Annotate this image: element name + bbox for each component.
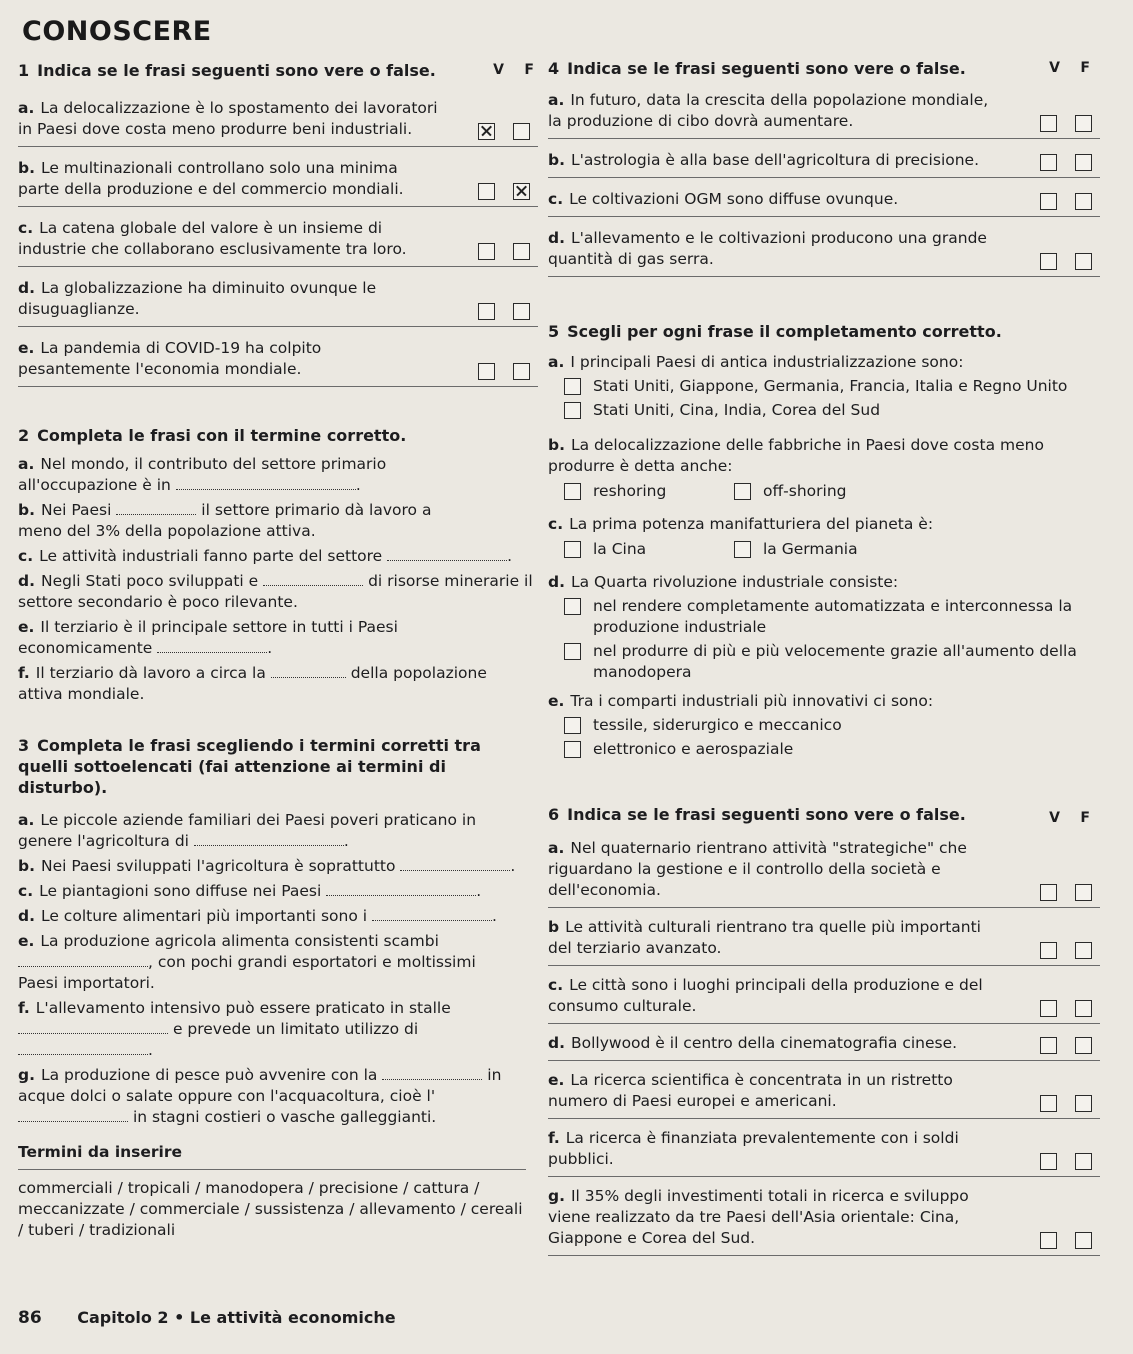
exercise-2-title: 2 Completa le frasi con il termine corretto. bbox=[18, 426, 407, 445]
option[interactable]: la Cina bbox=[564, 539, 694, 560]
blank-input[interactable] bbox=[382, 1065, 482, 1080]
checkbox-true[interactable] bbox=[1040, 1095, 1057, 1112]
checkbox[interactable] bbox=[564, 541, 581, 558]
ex4-item-c: c. Le coltivazioni OGM sono diffuse ovunque. bbox=[548, 186, 1100, 217]
option[interactable]: elettronico e aerospaziale bbox=[564, 739, 1100, 760]
ex2-item-b: b. Nei Paesi il settore primario dà lavoro a meno del 3% della popolazione attiva. bbox=[18, 501, 432, 540]
ex2-item-e: e. Il terziario è il principale settore in tutti i Paesi economicamente . bbox=[18, 618, 398, 657]
ex5-item-d: d. La Quarta rivoluzione industriale consiste: nel rendere completamente automatizzata e interconnessa la produzione industriale nel produrre di più e più velocemente grazie all'aumento della manodopera bbox=[548, 572, 1100, 683]
option[interactable]: la Germania bbox=[734, 539, 858, 560]
checkbox-true[interactable] bbox=[478, 123, 495, 140]
terms-list: commerciali / tropicali / manodopera / precisione / cattura / meccanizzate / commerciale / sussistenza / allevamento / cereali / tuberi / tradizionali bbox=[18, 1179, 523, 1239]
checkbox-false[interactable] bbox=[1075, 1153, 1092, 1170]
exercise-6 bbox=[548, 804, 1100, 1256]
true-header: V bbox=[493, 62, 504, 78]
checkbox[interactable] bbox=[734, 483, 751, 500]
false-header: F bbox=[1080, 810, 1090, 826]
checkbox-true[interactable] bbox=[1040, 1153, 1057, 1170]
chapter-title: Capitolo 2 • Le attività economiche bbox=[77, 1308, 396, 1327]
ex3-item-a: a. Le piccole aziende familiari dei Paesi poveri praticano in genere l'agricoltura di . bbox=[18, 811, 477, 850]
ex6-item-a: a. Nel quaternario rientrano attività "strategiche" che riguardano la gestione e il controllo della società e dell'economia. bbox=[548, 835, 1100, 908]
ex2-item-f: f. Il terziario dà lavoro a circa la della popolazione attiva mondiale. bbox=[18, 664, 487, 703]
ex3-item-f: f. L'allevamento intensivo può essere praticato in stalle e prevede un limitato utilizzo di . bbox=[18, 999, 451, 1059]
checkbox-false[interactable] bbox=[1075, 1000, 1092, 1017]
checkbox[interactable] bbox=[564, 741, 581, 758]
right-column bbox=[548, 50, 1100, 1256]
checkbox-true[interactable] bbox=[1040, 1000, 1057, 1017]
blank-input[interactable] bbox=[400, 856, 510, 871]
checkbox[interactable] bbox=[564, 643, 581, 660]
checkbox-false[interactable] bbox=[513, 363, 530, 380]
ex6-item-c: c. Le città sono i luoghi principali della produzione e del consumo culturale. bbox=[548, 972, 1100, 1024]
exercise-4 bbox=[548, 58, 1100, 277]
ex5-item-b: b. La delocalizzazione delle fabbriche in Paesi dove costa meno produrre è detta anche: reshoring off-shoring bbox=[548, 436, 1044, 500]
blank-input[interactable] bbox=[18, 1040, 148, 1055]
ex1-item-d: d. La globalizzazione ha diminuito ovunque le disuguaglianze. bbox=[18, 275, 538, 327]
blank-input[interactable] bbox=[157, 638, 267, 653]
checkbox-false[interactable] bbox=[1075, 1232, 1092, 1249]
blank-input[interactable] bbox=[387, 546, 507, 561]
checkbox-false[interactable] bbox=[1075, 193, 1092, 210]
checkbox-true[interactable] bbox=[1040, 942, 1057, 959]
blank-input[interactable] bbox=[263, 571, 363, 586]
blank-input[interactable] bbox=[18, 1019, 168, 1034]
page-number: 86 bbox=[18, 1308, 42, 1328]
blank-input[interactable] bbox=[194, 831, 344, 846]
checkbox-false[interactable] bbox=[513, 123, 530, 140]
ex6-item-f: f. La ricerca è finanziata prevalentemente con i soldi pubblici. bbox=[548, 1125, 1100, 1177]
option[interactable]: nel rendere completamente automatizzata e interconnessa la produzione industriale bbox=[564, 596, 1100, 638]
checkbox[interactable] bbox=[564, 402, 581, 419]
blank-input[interactable] bbox=[372, 906, 492, 921]
option[interactable]: Stati Uniti, Giappone, Germania, Francia, Italia e Regno Unito bbox=[564, 376, 1100, 397]
exercise-1-title: 1 Indica se le frasi seguenti sono vere o false. bbox=[18, 61, 436, 80]
page-footer bbox=[18, 1308, 396, 1328]
ex1-item-c: c. La catena globale del valore è un insieme di industrie che collaborano esclusivamente tra loro. bbox=[18, 215, 538, 267]
blank-input[interactable] bbox=[18, 1107, 128, 1122]
ex2-item-a: a. Nel mondo, il contributo del settore primario all'occupazione è in . bbox=[18, 455, 387, 494]
exercise-3 bbox=[18, 735, 523, 1241]
checkbox-false[interactable] bbox=[1075, 253, 1092, 270]
exercise-5-title: 5 Scegli per ogni frase il completamento corretto. bbox=[548, 322, 1002, 341]
ex5-item-a: a. I principali Paesi di antica industrializzazione sono: Stati Uniti, Giappone, Germania, Francia, Italia e Regno Unito Stati Uniti, Cina, India, Corea del Sud bbox=[548, 352, 1100, 421]
ex3-item-g: g. La produzione di pesce può avvenire con la in acque dolci o salate oppure con l'acquacoltura, cioè l' in stagni costieri o vasche galleggianti. bbox=[18, 1066, 502, 1126]
checkbox-true[interactable] bbox=[1040, 884, 1057, 901]
checkbox-true[interactable] bbox=[1040, 115, 1057, 132]
checkbox-true[interactable] bbox=[478, 243, 495, 260]
page-title: CONOSCERE bbox=[22, 16, 212, 47]
ex1-item-e: e. La pandemia di COVID-19 ha colpito pesantemente l'economia mondiale. bbox=[18, 335, 538, 387]
exercise-4-title: 4 Indica se le frasi seguenti sono vere o false. bbox=[548, 59, 966, 78]
ex5-item-c: c. La prima potenza manifatturiera del pianeta è: la Cina la Germania bbox=[548, 515, 934, 558]
checkbox-false[interactable] bbox=[513, 303, 530, 320]
option[interactable]: reshoring bbox=[564, 481, 694, 502]
checkbox-false[interactable] bbox=[1075, 115, 1092, 132]
checkbox[interactable] bbox=[564, 378, 581, 395]
exercise-3-title: 3 Completa le frasi scegliendo i termini corretti tra quelli sottoelencati (fai attenzione ai termini di disturbo). bbox=[18, 736, 481, 797]
checkbox-false[interactable] bbox=[513, 183, 530, 200]
exercise-1 bbox=[18, 60, 538, 387]
ex4-item-a: a. In futuro, data la crescita della popolazione mondiale, la produzione di cibo dovrà aumentare. bbox=[548, 87, 1100, 139]
checkbox-true[interactable] bbox=[1040, 154, 1057, 171]
ex6-item-e: e. La ricerca scientifica è concentrata in un ristretto numero di Paesi europei e americani. bbox=[548, 1067, 1100, 1119]
checkbox-false[interactable] bbox=[1075, 154, 1092, 171]
ex1-item-b: b. Le multinazionali controllano solo una minima parte della produzione e del commercio mondiali. bbox=[18, 155, 538, 207]
option[interactable]: nel produrre di più e più velocemente grazie all'aumento della manodopera bbox=[564, 641, 1100, 683]
checkbox-true[interactable] bbox=[478, 183, 495, 200]
checkbox-true[interactable] bbox=[1040, 1232, 1057, 1249]
checkbox[interactable] bbox=[734, 541, 751, 558]
ex5-item-e: e. Tra i comparti industriali più innovativi ci sono: tessile, siderurgico e meccanico elettronico e aerospaziale bbox=[548, 691, 1100, 760]
true-header: V bbox=[1049, 810, 1060, 826]
ex4-item-b: b. L'astrologia è alla base dell'agricoltura di precisione. bbox=[548, 147, 1100, 178]
option[interactable]: Stati Uniti, Cina, India, Corea del Sud bbox=[564, 400, 1100, 421]
checkbox-false[interactable] bbox=[1075, 884, 1092, 901]
ex3-item-c: c. Le piantagioni sono diffuse nei Paesi . bbox=[18, 882, 482, 900]
ex3-item-b: b. Nei Paesi sviluppati l'agricoltura è soprattutto . bbox=[18, 857, 516, 875]
blank-input[interactable] bbox=[271, 663, 346, 678]
blank-input[interactable] bbox=[116, 500, 196, 515]
true-header: V bbox=[1049, 60, 1060, 76]
checkbox-false[interactable] bbox=[1075, 1095, 1092, 1112]
checkbox-true[interactable] bbox=[478, 303, 495, 320]
false-header: F bbox=[524, 62, 534, 78]
blank-input[interactable] bbox=[18, 952, 148, 967]
ex1-item-a: a. La delocalizzazione è lo spostamento dei lavoratori in Paesi dove costa meno produrre beni industriali. bbox=[18, 95, 538, 147]
checkbox-false[interactable] bbox=[513, 243, 530, 260]
ex3-item-d: d. Le colture alimentari più importanti sono i . bbox=[18, 907, 497, 925]
checkbox-true[interactable] bbox=[1040, 1037, 1057, 1054]
ex6-item-b: b Le attività culturali rientrano tra quelle più importanti del terziario avanzato. bbox=[548, 914, 1100, 966]
checkbox-true[interactable] bbox=[1040, 193, 1057, 210]
checkbox[interactable] bbox=[564, 598, 581, 615]
ex6-item-g: g. Il 35% degli investimenti totali in ricerca e sviluppo viene realizzato da tre Paesi dell'Asia orientale: Cina, Giappone e Corea del Sud. bbox=[548, 1183, 1100, 1256]
exercise-6-title: 6 Indica se le frasi seguenti sono vere o false. bbox=[548, 805, 966, 824]
option[interactable]: tessile, siderurgico e meccanico bbox=[564, 715, 1100, 736]
terms-title: Termini da inserire bbox=[18, 1142, 526, 1170]
option[interactable]: off-shoring bbox=[734, 481, 846, 502]
checkbox-true[interactable] bbox=[478, 363, 495, 380]
ex6-item-d: d. Bollywood è il centro della cinematografia cinese. bbox=[548, 1030, 1100, 1061]
ex4-item-d: d. L'allevamento e le coltivazioni producono una grande quantità di gas serra. bbox=[548, 225, 1100, 277]
checkbox-false[interactable] bbox=[1075, 1037, 1092, 1054]
checkbox-false[interactable] bbox=[1075, 942, 1092, 959]
blank-input[interactable] bbox=[326, 881, 476, 896]
exercise-5 bbox=[548, 321, 1100, 760]
checkbox[interactable] bbox=[564, 483, 581, 500]
blank-input[interactable] bbox=[176, 475, 356, 490]
ex2-item-d: d. Negli Stati poco sviluppati e di risorse minerarie il settore secondario è poco rilevante. bbox=[18, 572, 533, 611]
checkbox-true[interactable] bbox=[1040, 253, 1057, 270]
false-header: F bbox=[1080, 60, 1090, 76]
ex3-item-e: e. La produzione agricola alimenta consistenti scambi , con pochi grandi esportatori e moltissimi Paesi importatori. bbox=[18, 932, 476, 992]
left-column bbox=[18, 60, 538, 1241]
exercise-2 bbox=[18, 425, 533, 705]
ex2-item-c: c. Le attività industriali fanno parte del settore . bbox=[18, 547, 513, 565]
checkbox[interactable] bbox=[564, 717, 581, 734]
